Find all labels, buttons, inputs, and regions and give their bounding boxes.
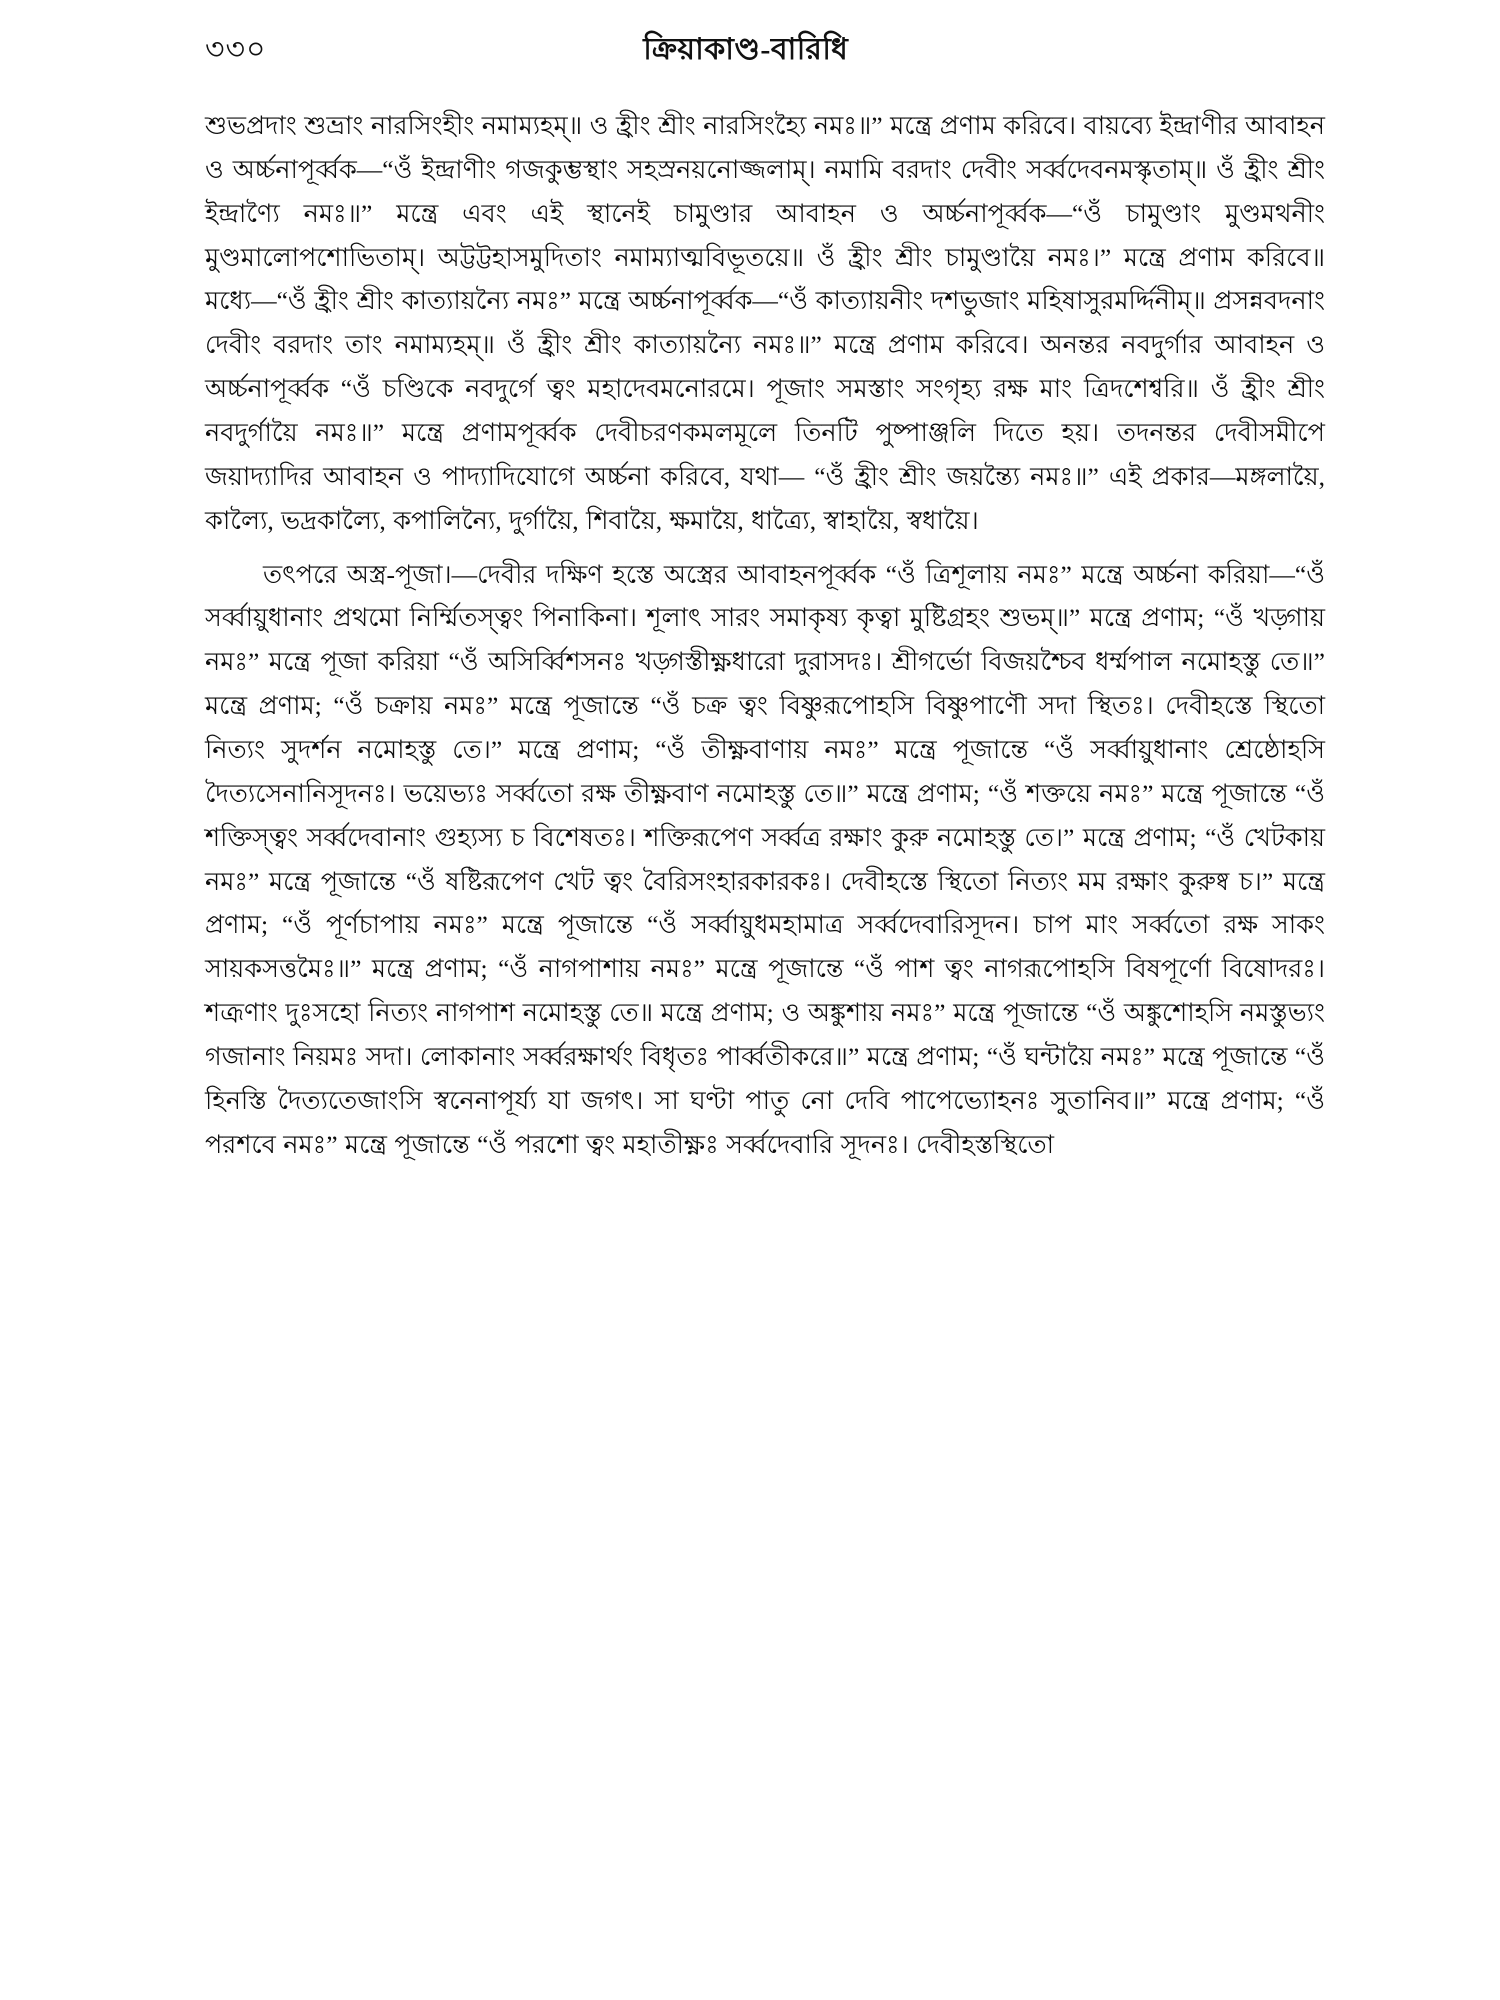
paragraph-2: তৎপরে অস্ত্র-পূজা।—দেবীর দক্ষিণ হস্তে অস্ত্রের আবাহনপূর্ব্বক “ওঁ ত্রিশূলায় নমঃ” মন্ত্রে অর্চ্চনা করিয়া—“ওঁ সর্ব্বায়ুধানাং প্রথমো নির্ম্মিতস্ত্বং পিনাকিনা। শূলাৎ সারং সমাকৃষ্য কৃত্বা মুষ্টিগ্রহং শুভম্॥” মন্ত্রে প্রণাম; “ওঁ খড়্গায় নমঃ” মন্ত্রে পূজা করিয়া “ওঁ অসির্ব্বিশসনঃ খড়্গস্তীক্ষ্ণধারো দুরাসদঃ। শ্রীগর্ভো বিজয়শ্চৈব ধর্ম্মপাল নমোহস্তু তে॥” মন্ত্রে প্রণাম; “ওঁ চক্রায় নমঃ” মন্ত্রে পূজান্তে “ওঁ চক্র ত্বং বিষ্ণুরূপোহসি বিষ্ণুপাণৌ সদা স্থিতঃ। দেবীহস্তে স্থিতো নিত্যং সুদর্শন নমোহস্তু তে।” মন্ত্রে প্রণাম; “ওঁ তীক্ষ্ণবাণায় নমঃ” মন্ত্রে পূজান্তে “ওঁ সর্ব্বায়ুধানাং শ্রেষ্ঠোহসি দৈত্যসেনানিসূদনঃ। ভয়েভ্যঃ সর্ব্বতো রক্ষ তীক্ষ্ণবাণ নমোহস্তু তে॥” মন্ত্রে প্রণাম; “ওঁ শক্তয়ে নমঃ” মন্ত্রে পূজান্তে “ওঁ শক্তিস্ত্বং সর্ব্বদেবানাং গুহ্যস্য চ বিশেষতঃ। শক্তিরূপেণ সর্ব্বত্র রক্ষাং কুরু নমোহস্তু তে।” মন্ত্রে প্রণাম; “ওঁ খেটকায় নমঃ” মন্ত্রে পূজান্তে “ওঁ ষষ্টিরূপেণ খেট ত্বং বৈরিসংহারকারকঃ। দেবীহস্তে স্থিতো নিত্যং মম রক্ষাং কুরুষ্ব চ।” মন্ত্রে প্রণাম; “ওঁ পূর্ণচাপায় নমঃ” মন্ত্রে পূজান্তে “ওঁ সর্ব্বায়ুধমহামাত্র সর্ব্বদেবারিসূদন। চাপ মাং সর্ব্বতো রক্ষ সাকং সায়কসত্তমৈঃ॥” মন্ত্রে প্রণাম; “ওঁ নাগপাশায় নমঃ” মন্ত্রে পূজান্তে “ওঁ পাশ ত্বং নাগরূপোহসি বিষপূর্ণো বিষোদরঃ। শত্রূণাং দুঃসহো নিত্যং নাগপাশ নমোহস্তু তে॥ মন্ত্রে প্রণাম; ও অঙ্কুশায় নমঃ” মন্ত্রে পূজান্তে “ওঁ অঙ্কুশোহসি নমস্তুভ্যং গজানাং নিয়মঃ সদা। লোকানাং সর্ব্বরক্ষার্থং বিধৃতঃ পার্ব্বতীকরে॥” মন্ত্রে প্রণাম; “ওঁ ঘন্টায়ৈ নমঃ” মন্ত্রে পূজান্তে “ওঁ হিনস্তি দৈত্যতেজাংসি স্বনেনাপূর্য্য যা জগৎ। সা ঘণ্টা পাতু নো দেবি পাপেভ্যোহনঃ সুতানিব॥” মন্ত্রে প্রণাম; “ওঁ পরশবে নমঃ” মন্ত্রে পূজান্তে “ওঁ পরশো ত্বং মহাতীক্ষ্ণঃ সর্ব্বদেবারি সূদনঃ। দেবীহস্তস্থিতো (205, 559, 1325, 1159)
page-content (205, 25, 1325, 1167)
body-text (205, 104, 1325, 1167)
running-title: ক্রিয়াকাণ্ড-বারিধি (643, 33, 849, 66)
page-header (205, 25, 1325, 76)
page-number: ৩৩০ (205, 33, 267, 66)
paragraph-1: শুভপ্রদাং শুভ্রাং নারসিংহীং নমাম্যহম্॥ ও হ্রীং শ্রীং নারসিংহ্যৈ নমঃ॥” মন্ত্রে প্রণাম করিবে। বায়ব্যে ইন্দ্রাণীর আবাহন ও অর্চ্চনাপূর্ব্বক—“ওঁ ইন্দ্রাণীং গজকুম্ভস্থাং সহস্রনয়নোজ্জলাম্। নমামি বরদাং দেবীং সর্ব্বদেবনমস্কৃতাম্॥ ওঁ হ্রীং শ্রীং ইন্দ্রাণ্যৈ নমঃ॥” মন্ত্রে এবং এই স্থানেই চামুণ্ডার আবাহন ও অর্চ্চনাপূর্ব্বক—“ওঁ চামুণ্ডাং মুণ্ডমথনীং মুণ্ডমালোপশোভিতাম্। অট্টট্টহাসমুদিতাং নমাম্যাত্মবিভূতয়ে॥ ওঁ হ্রীং শ্রীং চামুণ্ডায়ৈ নমঃ।” মন্ত্রে প্রণাম করিবে॥ মধ্যে—“ওঁ হ্রীং শ্রীং কাত্যায়ন্যৈ নমঃ” মন্ত্রে অর্চ্চনাপূর্ব্বক—“ওঁ কাত্যায়নীং দশভুজাং মহিষাসুরমর্দ্দিনীম্॥ প্রসন্নবদনাং দেবীং বরদাং তাং নমাম্যহম্॥ ওঁ হ্রীং শ্রীং কাত্যায়ন্যৈ নমঃ॥” মন্ত্রে প্রণাম করিবে। অনন্তর নবদুর্গার আবাহন ও অর্চ্চনাপূর্ব্বক “ওঁ চণ্ডিকে নবদুর্গে ত্বং মহাদেবমনোরমে। পূজাং সমস্তাং সংগৃহ্য রক্ষ মাং ত্রিদশেশ্বরি॥ ওঁ হ্রীং শ্রীং নবদুর্গায়ৈ নমঃ॥” মন্ত্রে প্রণামপূর্ব্বক দেবীচরণকমলমূলে তিনটি পুষ্পাঞ্জলি দিতে হয়। তদনন্তর দেবীসমীপে জয়াদ্যাদির আবাহন ও পাদ্যাদিযোগে অর্চ্চনা করিবে, যথা— “ওঁ হ্রীং শ্রীং জয়ন্ত্যৈ নমঃ॥” এই প্রকার—মঙ্গলায়ৈ, কাল্যৈ, ভদ্রকাল্যৈ, কপালিন্যৈ, দুর্গায়ৈ, শিবায়ৈ, ক্ষমায়ৈ, ধাত্র্যৈ, স্বাহায়ৈ, স্বধায়ৈ। (205, 111, 1325, 535)
